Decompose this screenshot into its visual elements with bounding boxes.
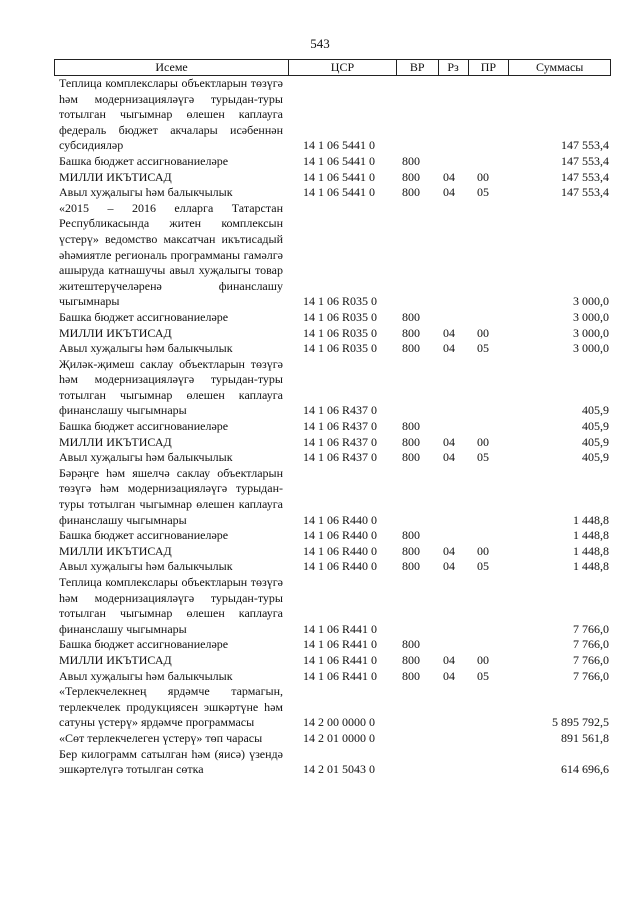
cell-name: «Терлекчелекнең ярдәмче тармагын, терлекчелек продукциясен эшкәртүне һәм сатуны үстерү» ярдәмче программасы	[59, 684, 283, 730]
cell-pr: 05	[477, 668, 489, 683]
table-header	[54, 59, 611, 76]
table-row	[54, 170, 611, 186]
cell-csr: 14 1 06 R440 0	[303, 543, 378, 558]
table-row	[54, 466, 611, 528]
cell-vr: 800	[402, 434, 420, 449]
cell-sum: 147 553,4	[561, 185, 609, 200]
table-row	[54, 528, 611, 544]
cell-vr: 800	[402, 637, 420, 652]
cell-vr: 800	[402, 341, 420, 356]
cell-vr: 800	[402, 153, 420, 168]
table-row	[54, 185, 611, 201]
cell-sum: 405,9	[582, 434, 609, 449]
cell-sum: 7 766,0	[573, 637, 609, 652]
cell-sum: 614 696,6	[561, 762, 609, 777]
cell-name: Авыл хуҗалыгы һәм балыкчылык	[59, 559, 233, 574]
cell-name: Авыл хуҗалыгы һәм балыкчылык	[59, 341, 233, 356]
cell-sum: 3 000,0	[573, 309, 609, 324]
cell-name: Башка бюджет ассигнованиеләре	[59, 528, 229, 543]
cell-pr: 00	[477, 325, 489, 340]
cell-rz: 04	[443, 434, 455, 449]
cell-rz: 04	[443, 450, 455, 465]
cell-name: Җиләк-җимеш саклау объектларын төзүгә һәм модернизацияләүгә турыдан-туры тотылган чыгымнар өлешен каплауга финанслашу чыгымнары	[59, 356, 283, 418]
cell-vr: 800	[402, 668, 420, 683]
cell-name: «2015 – 2016 елларга Татарстан Республикасында житен комплексын үстерү» ведомство максатчан икътисадый әһәмиятле региональ программаны гамәлгә ашыруда катнашучы авыл хуҗалыгы товар житештерүчеләренә финанслашу чыгымнары	[59, 200, 283, 309]
cell-name: Башка бюджет ассигнованиеләре	[59, 309, 229, 324]
cell-csr: 14 1 06 R035 0	[303, 341, 378, 356]
table-row	[54, 154, 611, 170]
cell-name: «Сөт терлекчелеген үстерү» төп чарасы	[59, 730, 263, 745]
cell-vr: 800	[402, 185, 420, 200]
cell-name: Авыл хуҗалыгы һәм балыкчылык	[59, 185, 233, 200]
table-row	[54, 326, 611, 342]
cell-name: Башка бюджет ассигнованиеләре	[59, 419, 229, 434]
cell-sum: 7 766,0	[573, 652, 609, 667]
cell-sum: 405,9	[582, 450, 609, 465]
cell-name: МИЛЛИ ИКЪТИСАД	[59, 652, 172, 667]
cell-vr: 800	[402, 543, 420, 558]
budget-table	[54, 59, 611, 778]
table-row	[54, 76, 611, 154]
table-row	[54, 637, 611, 653]
cell-csr: 14 1 06 R440 0	[303, 559, 378, 574]
cell-sum: 5 895 792,5	[552, 715, 609, 730]
cell-sum: 1 448,8	[573, 528, 609, 543]
cell-rz: 04	[443, 185, 455, 200]
cell-vr: 800	[402, 528, 420, 543]
table-row	[54, 341, 611, 357]
cell-csr: 14 1 06 5441 0	[303, 185, 375, 200]
cell-name: Авыл хуҗалыгы һәм балыкчылык	[59, 668, 233, 683]
cell-vr: 800	[402, 559, 420, 574]
cell-csr: 14 1 06 R441 0	[303, 637, 378, 652]
cell-pr: 05	[477, 559, 489, 574]
cell-csr: 14 1 06 R035 0	[303, 294, 378, 309]
header-sum: Суммасы	[535, 60, 584, 74]
cell-rz: 04	[443, 169, 455, 184]
cell-csr: 14 1 06 R035 0	[303, 309, 378, 324]
table-row	[54, 747, 611, 778]
cell-vr: 800	[402, 309, 420, 324]
cell-csr: 14 1 06 R441 0	[303, 621, 378, 636]
cell-name: Бер килограмм сатылган һәм (яисә) үзендә эшкәртелүгә тотылган сөтка	[59, 746, 283, 777]
cell-vr: 800	[402, 450, 420, 465]
table-row	[54, 544, 611, 560]
cell-sum: 3 000,0	[573, 325, 609, 340]
cell-csr: 14 1 06 R441 0	[303, 652, 378, 667]
cell-name: МИЛЛИ ИКЪТИСАД	[59, 543, 172, 558]
header-vr: ВР	[397, 60, 439, 75]
cell-csr: 14 1 06 R437 0	[303, 450, 378, 465]
cell-vr: 800	[402, 169, 420, 184]
cell-csr: 14 1 06 R437 0	[303, 419, 378, 434]
header-pr: ПР	[469, 60, 510, 75]
table-row	[54, 310, 611, 326]
table-body	[54, 76, 611, 778]
cell-sum: 1 448,8	[573, 559, 609, 574]
cell-sum: 405,9	[582, 403, 609, 418]
cell-rz: 04	[443, 652, 455, 667]
cell-csr: 14 1 06 R437 0	[303, 434, 378, 449]
cell-sum: 147 553,4	[561, 153, 609, 168]
cell-rz: 04	[443, 325, 455, 340]
table-row	[54, 559, 611, 575]
cell-csr: 14 1 06 5441 0	[303, 138, 375, 153]
cell-vr: 800	[402, 419, 420, 434]
cell-pr: 00	[477, 434, 489, 449]
cell-sum: 1 448,8	[573, 543, 609, 558]
cell-vr: 800	[402, 652, 420, 667]
cell-sum: 891 561,8	[561, 730, 609, 745]
header-csr: ЦСР	[289, 60, 397, 75]
cell-csr: 14 2 01 0000 0	[303, 730, 375, 745]
cell-sum: 3 000,0	[573, 294, 609, 309]
cell-sum: 3 000,0	[573, 341, 609, 356]
cell-name: МИЛЛИ ИКЪТИСАД	[59, 434, 172, 449]
cell-name: Башка бюджет ассигнованиеләре	[59, 637, 229, 652]
header-rz: Рз	[439, 60, 469, 75]
cell-rz: 04	[443, 341, 455, 356]
page-number: 543	[310, 36, 330, 51]
table-row	[54, 357, 611, 419]
cell-csr: 14 2 00 0000 0	[303, 715, 375, 730]
table-row	[54, 669, 611, 685]
cell-name: Авыл хуҗалыгы һәм балыкчылык	[59, 450, 233, 465]
table-row	[54, 435, 611, 451]
table-row	[54, 575, 611, 637]
table-row	[54, 653, 611, 669]
cell-pr: 05	[477, 185, 489, 200]
cell-name: МИЛЛИ ИКЪТИСАД	[59, 169, 172, 184]
table-row	[54, 684, 611, 731]
cell-pr: 00	[477, 543, 489, 558]
cell-pr: 00	[477, 169, 489, 184]
cell-csr: 14 1 06 R440 0	[303, 512, 378, 527]
cell-pr: 00	[477, 652, 489, 667]
cell-rz: 04	[443, 668, 455, 683]
cell-csr: 14 1 06 5441 0	[303, 169, 375, 184]
cell-vr: 800	[402, 325, 420, 340]
cell-csr: 14 2 01 5043 0	[303, 762, 375, 777]
cell-name: Теплица комплекслары объектларын төзүгә һәм модернизацияләүгә турыдан-туры тотылган чыгымнар өлешен каплауга финанслашу чыгымнары	[59, 575, 283, 636]
cell-name: Башка бюджет ассигнованиеләре	[59, 153, 229, 168]
table-row	[54, 731, 611, 747]
cell-csr: 14 1 06 R035 0	[303, 325, 378, 340]
cell-sum: 147 553,4	[561, 169, 609, 184]
cell-csr: 14 1 06 R441 0	[303, 668, 378, 683]
table-row	[54, 419, 611, 435]
cell-pr: 05	[477, 450, 489, 465]
cell-sum: 1 448,8	[573, 512, 609, 527]
header-name: Исеме	[55, 60, 289, 75]
cell-pr: 05	[477, 341, 489, 356]
cell-rz: 04	[443, 559, 455, 574]
cell-sum: 147 553,4	[561, 138, 609, 153]
cell-rz: 04	[443, 543, 455, 558]
cell-csr: 14 1 06 R437 0	[303, 403, 378, 418]
cell-name: Бәрәңге һәм яшелчә саклау объектларын төзүгә һәм модернизацияләүгә турыдан-туры тотылган чыгымнар өлешен каплауга финанслашу чыгымнары	[59, 465, 283, 527]
cell-csr: 14 1 06 5441 0	[303, 153, 375, 168]
table-row	[54, 201, 611, 310]
cell-name: МИЛЛИ ИКЪТИСАД	[59, 325, 172, 340]
table-row	[54, 450, 611, 466]
cell-name: Теплица комплекслары объектларын төзүгә һәм модернизацияләүгә турыдан-туры тотылган чыгымнар өлешен каплауга федераль бюджет акчалары исәбеннән субсидияләр	[59, 76, 283, 153]
cell-sum: 405,9	[582, 419, 609, 434]
cell-csr: 14 1 06 R440 0	[303, 528, 378, 543]
cell-sum: 7 766,0	[573, 621, 609, 636]
cell-sum: 7 766,0	[573, 668, 609, 683]
